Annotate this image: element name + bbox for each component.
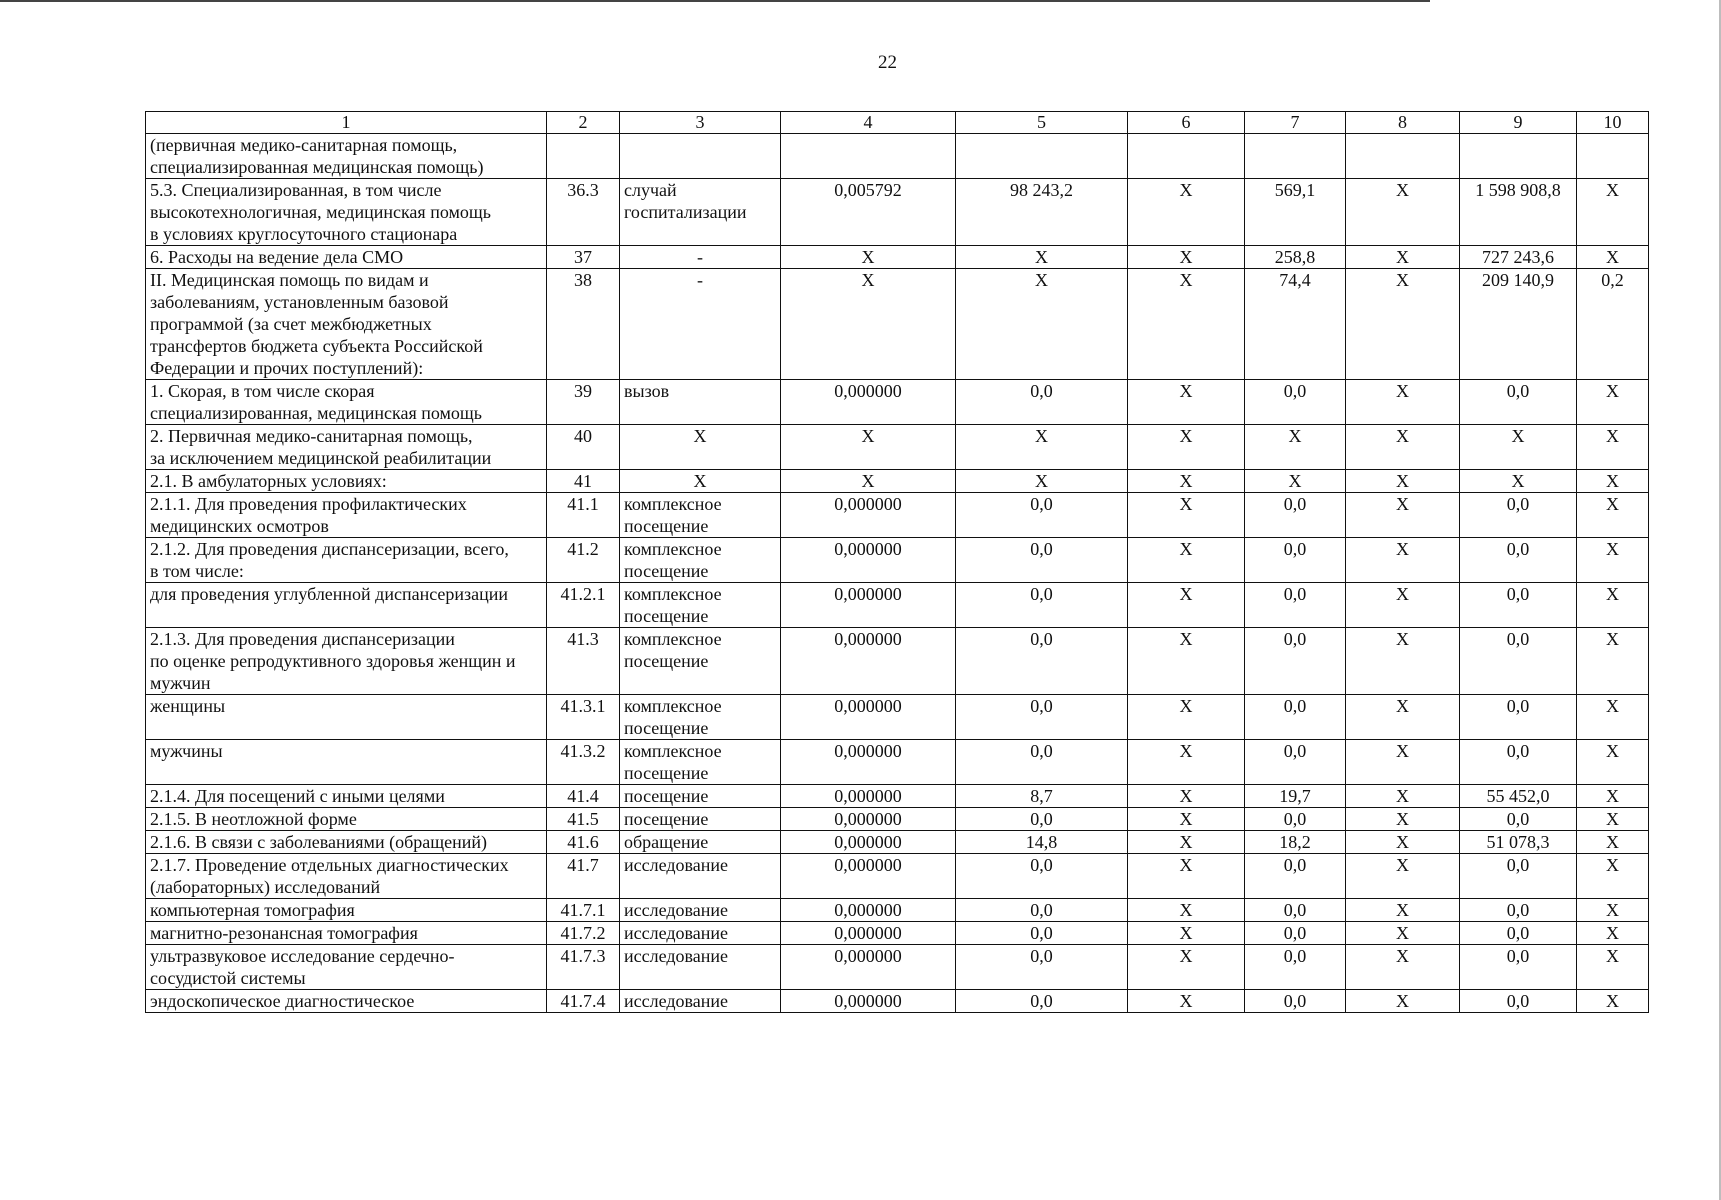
table-cell-col9: 0,0 (1460, 899, 1577, 922)
table-cell-col8: X (1346, 945, 1460, 990)
table-cell-col9: 0,0 (1460, 945, 1577, 990)
table-cell-col8: X (1346, 583, 1460, 628)
table-cell-col10: X (1577, 470, 1649, 493)
table-cell-col4: 0,000000 (781, 990, 956, 1013)
table-cell-col9: 55 452,0 (1460, 785, 1577, 808)
table-cell-col6: X (1128, 583, 1245, 628)
table-cell-col2: 41.1 (547, 493, 620, 538)
table-cell-col2: 41.2.1 (547, 583, 620, 628)
table-cell-col5: X (956, 246, 1128, 269)
table-cell-col9: X (1460, 425, 1577, 470)
table-cell-col10: X (1577, 922, 1649, 945)
header-cell: 8 (1346, 112, 1460, 134)
table-cell-col4: 0,000000 (781, 380, 956, 425)
table-header-row (146, 112, 1649, 134)
table-cell-col7: 258,8 (1245, 246, 1346, 269)
table-cell-col1: эндоскопическое диагностическое (146, 990, 547, 1013)
table-cell-col5: 0,0 (956, 583, 1128, 628)
table-cell-col5: 98 243,2 (956, 179, 1128, 246)
table-cell-col6: X (1128, 246, 1245, 269)
table-cell-col10: X (1577, 493, 1649, 538)
header-cell: 4 (781, 112, 956, 134)
header-cell: 5 (956, 112, 1128, 134)
table-cell-col2: 41.7.2 (547, 922, 620, 945)
table-cell-col4: X (781, 269, 956, 380)
table-cell-col3: исследование (620, 990, 781, 1013)
table-cell-col7 (1245, 134, 1346, 179)
table-cell-col8: X (1346, 808, 1460, 831)
table-cell-col7: X (1245, 470, 1346, 493)
table-cell-col6: X (1128, 493, 1245, 538)
table-cell-col10: X (1577, 380, 1649, 425)
table-cell-col10: 0,2 (1577, 269, 1649, 380)
table-cell-col3: - (620, 269, 781, 380)
table-cell-col2: 36.3 (547, 179, 620, 246)
header-cell: 9 (1460, 112, 1577, 134)
table-cell-col6: X (1128, 179, 1245, 246)
table-row (146, 179, 1649, 246)
table-row (146, 945, 1649, 990)
table-cell-col4: 0,000000 (781, 854, 956, 899)
table-cell-col1: 5.3. Специализированная, в том числе высокотехнологичная, медицинская помощь в условиях круглосуточного стационара (146, 179, 547, 246)
table-cell-col2: 41.4 (547, 785, 620, 808)
table-cell-col9: X (1460, 470, 1577, 493)
table-cell-col3: комплексное посещение (620, 628, 781, 695)
table-cell-col7: 0,0 (1245, 380, 1346, 425)
table-cell-col9: 0,0 (1460, 628, 1577, 695)
table-cell-col5: 0,0 (956, 740, 1128, 785)
table-cell-col3: комплексное посещение (620, 583, 781, 628)
table-cell-col5: 0,0 (956, 628, 1128, 695)
table-cell-col9: 0,0 (1460, 538, 1577, 583)
table-cell-col4: 0,000000 (781, 831, 956, 854)
table-cell-col2: 41.7 (547, 854, 620, 899)
table-cell-col1: мужчины (146, 740, 547, 785)
table-cell-col2: 41.3.2 (547, 740, 620, 785)
table-cell-col4: 0,000000 (781, 808, 956, 831)
table-cell-col8 (1346, 134, 1460, 179)
table-row (146, 831, 1649, 854)
table-cell-col9: 209 140,9 (1460, 269, 1577, 380)
table-cell-col7: 0,0 (1245, 493, 1346, 538)
table-cell-col1: 2.1.2. Для проведения диспансеризации, всего, в том числе: (146, 538, 547, 583)
table-cell-col9: 0,0 (1460, 380, 1577, 425)
header-cell: 6 (1128, 112, 1245, 134)
table-cell-col7: 0,0 (1245, 854, 1346, 899)
table-cell-col7: 0,0 (1245, 990, 1346, 1013)
table-cell-col9: 0,0 (1460, 854, 1577, 899)
table-cell-col7: 0,0 (1245, 628, 1346, 695)
table-cell-col6: X (1128, 899, 1245, 922)
table-cell-col7: 0,0 (1245, 740, 1346, 785)
table-cell-col1: магнитно-резонансная томография (146, 922, 547, 945)
table-cell-col8: X (1346, 695, 1460, 740)
table-cell-col3: посещение (620, 808, 781, 831)
table-cell-col10: X (1577, 899, 1649, 922)
table-cell-col1: 2.1.6. В связи с заболеваниями (обращений) (146, 831, 547, 854)
table-cell-col5: 14,8 (956, 831, 1128, 854)
table-cell-col9: 51 078,3 (1460, 831, 1577, 854)
table-cell-col8: X (1346, 470, 1460, 493)
scan-edge-top (0, 0, 1430, 2)
table-cell-col6: X (1128, 425, 1245, 470)
header-cell: 10 (1577, 112, 1649, 134)
table-cell-col8: X (1346, 990, 1460, 1013)
table-cell-col8: X (1346, 899, 1460, 922)
table-cell-col3: посещение (620, 785, 781, 808)
table-cell-col10: X (1577, 854, 1649, 899)
table-cell-col3: комплексное посещение (620, 695, 781, 740)
table-cell-col1: 2. Первичная медико-санитарная помощь, за исключением медицинской реабилитации (146, 425, 547, 470)
table-cell-col6: X (1128, 922, 1245, 945)
table-cell-col7: 0,0 (1245, 945, 1346, 990)
table-cell-col5: 0,0 (956, 990, 1128, 1013)
table-cell-col8: X (1346, 785, 1460, 808)
table-cell-col10 (1577, 134, 1649, 179)
table-row (146, 425, 1649, 470)
table-cell-col10: X (1577, 583, 1649, 628)
table-cell-col10: X (1577, 945, 1649, 990)
table-cell-col6: X (1128, 831, 1245, 854)
page-number: 22 (878, 52, 897, 73)
table-cell-col6: X (1128, 990, 1245, 1013)
table-cell-col5 (956, 134, 1128, 179)
table-cell-col5: 0,0 (956, 493, 1128, 538)
table-cell-col2: 38 (547, 269, 620, 380)
table-cell-col5: 0,0 (956, 380, 1128, 425)
table-cell-col2: 41.7.4 (547, 990, 620, 1013)
table-cell-col4: X (781, 246, 956, 269)
table-cell-col6: X (1128, 538, 1245, 583)
table-cell-col4: 0,000000 (781, 922, 956, 945)
table-cell-col2: 41.7.3 (547, 945, 620, 990)
table-row (146, 470, 1649, 493)
table-cell-col2: 41.3 (547, 628, 620, 695)
table-cell-col5: 0,0 (956, 695, 1128, 740)
table-cell-col9: 727 243,6 (1460, 246, 1577, 269)
table-cell-col9: 0,0 (1460, 922, 1577, 945)
table-cell-col3: обращение (620, 831, 781, 854)
table-cell-col5: 0,0 (956, 899, 1128, 922)
table-cell-col9: 0,0 (1460, 695, 1577, 740)
table-row (146, 808, 1649, 831)
table-cell-col4 (781, 134, 956, 179)
table-cell-col1: 1. Скорая, в том числе скорая специализированная, медицинская помощь (146, 380, 547, 425)
table-cell-col7: 0,0 (1245, 695, 1346, 740)
table-cell-col10: X (1577, 695, 1649, 740)
table-cell-col1: 6. Расходы на ведение дела СМО (146, 246, 547, 269)
table-cell-col10: X (1577, 179, 1649, 246)
header-cell: 3 (620, 112, 781, 134)
table-cell-col6: X (1128, 628, 1245, 695)
table-cell-col6: X (1128, 269, 1245, 380)
table-cell-col4: 0,005792 (781, 179, 956, 246)
table-cell-col1: (первичная медико-санитарная помощь, специализированная медицинская помощь) (146, 134, 547, 179)
table-cell-col3: исследование (620, 899, 781, 922)
table-cell-col10: X (1577, 628, 1649, 695)
table-row (146, 493, 1649, 538)
table-cell-col7: 74,4 (1245, 269, 1346, 380)
medical-care-table (145, 111, 1649, 1013)
table-cell-col1: 2.1. В амбулаторных условиях: (146, 470, 547, 493)
table-cell-col10: X (1577, 538, 1649, 583)
table-cell-col7: 0,0 (1245, 899, 1346, 922)
table-cell-col8: X (1346, 628, 1460, 695)
table-cell-col10: X (1577, 808, 1649, 831)
table-cell-col5: X (956, 425, 1128, 470)
table-cell-col7: X (1245, 425, 1346, 470)
table-cell-col2: 41.6 (547, 831, 620, 854)
table-cell-col2: 41 (547, 470, 620, 493)
table-cell-col9: 0,0 (1460, 583, 1577, 628)
table-cell-col8: X (1346, 179, 1460, 246)
table-cell-col5: X (956, 269, 1128, 380)
table-cell-col10: X (1577, 831, 1649, 854)
table-row (146, 854, 1649, 899)
table-cell-col2: 41.5 (547, 808, 620, 831)
table-cell-col6: X (1128, 785, 1245, 808)
table-cell-col8: X (1346, 538, 1460, 583)
table-cell-col10: X (1577, 740, 1649, 785)
table-row (146, 269, 1649, 380)
table-cell-col2: 41.2 (547, 538, 620, 583)
table-cell-col4: 0,000000 (781, 945, 956, 990)
table-cell-col3: X (620, 470, 781, 493)
table-row (146, 695, 1649, 740)
table-cell-col8: X (1346, 246, 1460, 269)
table-row (146, 246, 1649, 269)
header-cell: 7 (1245, 112, 1346, 134)
table-cell-col9 (1460, 134, 1577, 179)
header-cell: 2 (547, 112, 620, 134)
table-cell-col9: 0,0 (1460, 808, 1577, 831)
table-cell-col3 (620, 134, 781, 179)
table-cell-col10: X (1577, 990, 1649, 1013)
table-cell-col1: 2.1.7. Проведение отдельных диагностических (лабораторных) исследований (146, 854, 547, 899)
table-cell-col1: женщины (146, 695, 547, 740)
table-cell-col1: ультразвуковое исследование сердечно- сосудистой системы (146, 945, 547, 990)
table-cell-col6: X (1128, 740, 1245, 785)
table-cell-col1: для проведения углубленной диспансеризации (146, 583, 547, 628)
table-cell-col4: 0,000000 (781, 740, 956, 785)
table-cell-col10: X (1577, 246, 1649, 269)
table-cell-col3: X (620, 425, 781, 470)
table-cell-col5: 0,0 (956, 808, 1128, 831)
table-cell-col3: комплексное посещение (620, 740, 781, 785)
table-cell-col5: 0,0 (956, 945, 1128, 990)
table-cell-col7: 0,0 (1245, 922, 1346, 945)
table-cell-col3: случай госпитализации (620, 179, 781, 246)
table-cell-col4: 0,000000 (781, 583, 956, 628)
table-cell-col4: 0,000000 (781, 628, 956, 695)
table-cell-col7: 569,1 (1245, 179, 1346, 246)
table-cell-col6: X (1128, 945, 1245, 990)
table-row (146, 740, 1649, 785)
table-row (146, 990, 1649, 1013)
table-cell-col7: 0,0 (1245, 538, 1346, 583)
table-cell-col1: 2.1.1. Для проведения профилактических медицинских осмотров (146, 493, 547, 538)
table-cell-col1: 2.1.3. Для проведения диспансеризации по оценке репродуктивного здоровья женщин и мужчин (146, 628, 547, 695)
table-cell-col8: X (1346, 831, 1460, 854)
table-cell-col2: 39 (547, 380, 620, 425)
table-cell-col5: 0,0 (956, 922, 1128, 945)
table-cell-col2: 40 (547, 425, 620, 470)
table-cell-col1: 2.1.5. В неотложной форме (146, 808, 547, 831)
table-cell-col3: комплексное посещение (620, 493, 781, 538)
table-cell-col3: исследование (620, 922, 781, 945)
table-cell-col8: X (1346, 854, 1460, 899)
table-cell-col8: X (1346, 425, 1460, 470)
table-cell-col3: вызов (620, 380, 781, 425)
table-cell-col1: 2.1.4. Для посещений с иными целями (146, 785, 547, 808)
table-cell-col7: 19,7 (1245, 785, 1346, 808)
table-cell-col4: 0,000000 (781, 695, 956, 740)
table-cell-col3: исследование (620, 854, 781, 899)
table-cell-col4: X (781, 470, 956, 493)
table-cell-col5: 0,0 (956, 854, 1128, 899)
table-row (146, 538, 1649, 583)
table-cell-col10: X (1577, 785, 1649, 808)
table-row (146, 785, 1649, 808)
table-cell-col4: 0,000000 (781, 899, 956, 922)
table-cell-col9: 0,0 (1460, 740, 1577, 785)
table-cell-col7: 0,0 (1245, 808, 1346, 831)
table-cell-col6: X (1128, 380, 1245, 425)
table-cell-col9: 0,0 (1460, 990, 1577, 1013)
table-cell-col2: 41.7.1 (547, 899, 620, 922)
table-cell-col7: 18,2 (1245, 831, 1346, 854)
table-cell-col4: 0,000000 (781, 538, 956, 583)
table-cell-col1: II. Медицинская помощь по видам и заболеваниям, установленным базовой программой (за счет межбюджетных трансфертов бюджета субъекта Российской Федерации и прочих поступлений): (146, 269, 547, 380)
table-cell-col3: исследование (620, 945, 781, 990)
table-row (146, 899, 1649, 922)
table-cell-col6 (1128, 134, 1245, 179)
table-cell-col8: X (1346, 922, 1460, 945)
table-cell-col2 (547, 134, 620, 179)
table-cell-col4: 0,000000 (781, 785, 956, 808)
table-row (146, 380, 1649, 425)
table-cell-col1: компьютерная томография (146, 899, 547, 922)
table-cell-col8: X (1346, 740, 1460, 785)
table-cell-col4: X (781, 425, 956, 470)
table-body (146, 112, 1649, 1013)
table-cell-col7: 0,0 (1245, 583, 1346, 628)
table-cell-col5: 0,0 (956, 538, 1128, 583)
header-cell: 1 (146, 112, 547, 134)
table-cell-col2: 37 (547, 246, 620, 269)
table-cell-col10: X (1577, 425, 1649, 470)
table-cell-col8: X (1346, 493, 1460, 538)
table-cell-col5: X (956, 470, 1128, 493)
table-row (146, 583, 1649, 628)
table-cell-col3: - (620, 246, 781, 269)
table-cell-col6: X (1128, 470, 1245, 493)
table-cell-col6: X (1128, 808, 1245, 831)
table-cell-col8: X (1346, 380, 1460, 425)
table-cell-col8: X (1346, 269, 1460, 380)
table-cell-col9: 0,0 (1460, 493, 1577, 538)
table-cell-col5: 8,7 (956, 785, 1128, 808)
table-cell-col3: комплексное посещение (620, 538, 781, 583)
table-row (146, 628, 1649, 695)
table-row (146, 134, 1649, 179)
table-cell-col9: 1 598 908,8 (1460, 179, 1577, 246)
table-cell-col6: X (1128, 854, 1245, 899)
table-cell-col6: X (1128, 695, 1245, 740)
table-cell-col4: 0,000000 (781, 493, 956, 538)
table-cell-col2: 41.3.1 (547, 695, 620, 740)
table-row (146, 922, 1649, 945)
